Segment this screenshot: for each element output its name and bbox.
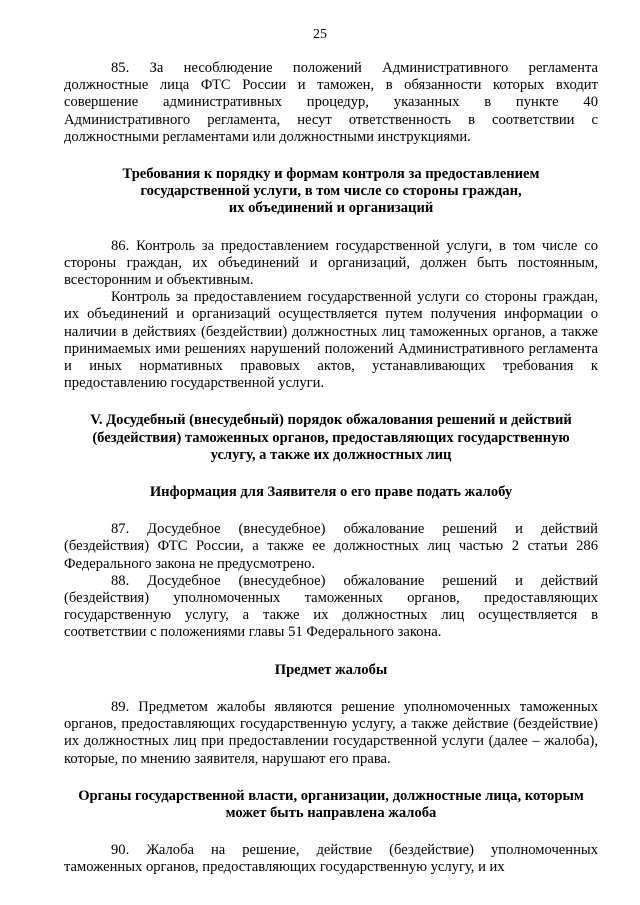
paragraph-88: 88. Досудебное (внесудебное) обжалование решений и действий (бездействия) уполномоченных таможенных органов, предоставляющих государственную услугу, а также их должностных лиц осуществляется в соответствии с положениями главы 51 Федерального закона. — [64, 572, 598, 641]
heading-line: их объединений и организаций — [228, 200, 434, 217]
heading-line: Предмет жалобы — [274, 661, 388, 678]
section-heading-right-to-complain — [64, 484, 598, 501]
paragraph-85: 85. За несоблюдение положений Административного регламента должностные лица ФТС России и таможен, в обязанности которых входит совершение административных процедур, указанных в пункте 40 Административного регламента, несут ответственность в соответствии с должностными регламентами или должностными инструкциями. — [64, 60, 598, 145]
heading-line: государственной услуги, в том числе со стороны граждан, — [140, 183, 522, 200]
heading-line: (бездействия) таможенных органов, предоставляющих государственную — [92, 429, 570, 446]
section-heading-authorities — [64, 788, 598, 822]
chapter-heading-v-appeal — [64, 412, 598, 464]
section-heading-subject-of-complaint — [64, 662, 598, 679]
paragraph-89: 89. Предметом жалобы являются решение уполномоченных таможенных органов, предоставляющих государственную услугу, а также действие (бездействие) их должностных лиц при предоставлении государственной услуги (далее – жалоба), которые, по мнению заявителя, нарушают его права. — [64, 698, 598, 767]
paragraph-90: 90. Жалоба на решение, действие (бездействие) уполномоченных таможенных органов, предоставляющих государственную услугу, и их — [64, 842, 598, 876]
heading-line: может быть направлена жалоба — [225, 804, 437, 821]
paragraph-86-control: Контроль за предоставлением государственной услуги со стороны граждан, их объединений и организаций осуществляется путем получения информации о наличии в действиях (бездействии) должностных лиц таможенных органов, а также принимаемых ими решениях нарушений положений Административного регламента и иных нормативных правовых актов, устанавливающих требования к предоставлению государственной услуги. — [64, 289, 598, 392]
paragraph-86: 86. Контроль за предоставлением государственной услуги, в том числе со стороны граждан, их объединений и организаций, должен быть постоянным, всесторонним и объективным. — [64, 237, 598, 289]
heading-line: услугу, а также их должностных лиц — [210, 446, 452, 463]
document-body — [64, 60, 598, 877]
heading-line: Органы государственной власти, организации, должностные лица, которым — [78, 787, 584, 804]
section-heading-control-requirements — [64, 166, 598, 218]
paragraph-87: 87. Досудебное (внесудебное) обжалование решений и действий (бездействия) ФТС России, а также ее должностных лиц частью 2 статьи 286 Федерального закона не предусмотрено. — [64, 521, 598, 572]
heading-line: Требования к порядку и формам контроля за предоставлением — [122, 166, 540, 183]
heading-line: V. Досудебный (внесудебный) порядок обжалования решений и действий — [90, 412, 572, 429]
page-number: 25 — [313, 27, 327, 42]
heading-line: Информация для Заявителя о его праве подать жалобу — [149, 484, 513, 501]
